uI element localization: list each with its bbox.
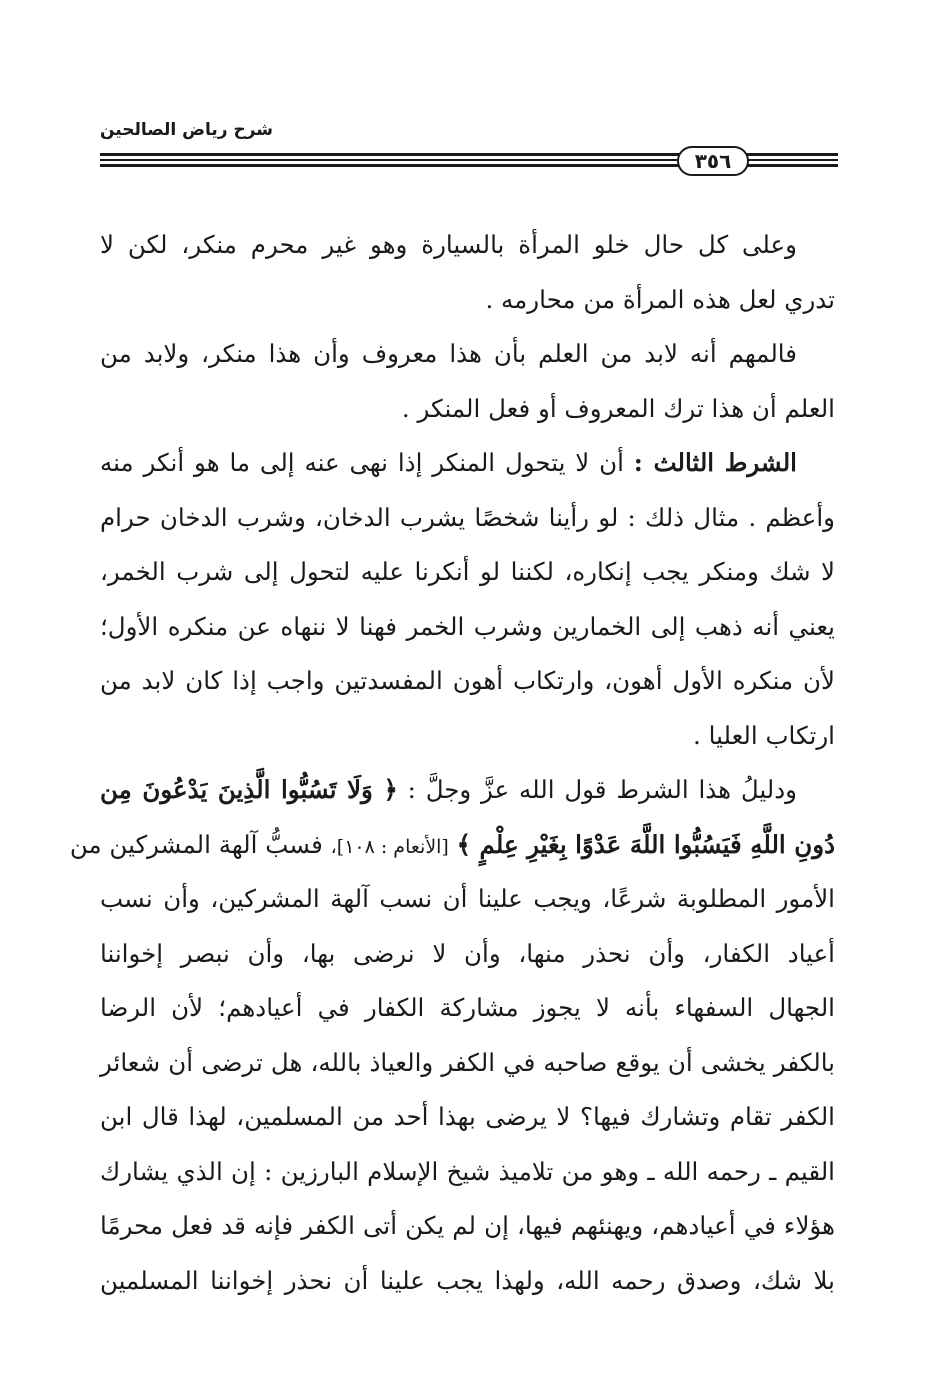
text-line (100, 600, 835, 655)
text-line (100, 1254, 835, 1309)
line-text: فسبُّ آلهة المشركين من (69, 829, 323, 859)
line-text: الكفر تقام وتشارك فيها؟ لا يرضى بهذا أحد من المسلمين، لهذا قال ابن (100, 1102, 835, 1131)
page-number: ٣٥٦ (677, 146, 749, 176)
text-line (100, 218, 835, 273)
line-text: العلم أن هذا ترك المعروف أو فعل المنكر . (401, 393, 835, 423)
text-line (100, 382, 835, 437)
line-text: أعياد الكفار، وأن نحذر منها، وأن لا نرضى بها، وأن نبصر إخواننا (100, 938, 835, 968)
line-text: هؤلاء في أعيادهم، ويهنئهم فيها، إن لم يكن أتى الكفر فإنه قد فعل محرمًا (100, 1211, 835, 1240)
text-line (100, 981, 835, 1036)
line-text: القيم ـ رحمه الله ـ وهو من تلاميذ شيخ الإسلام البارزين : إن الذي يشارك (100, 1156, 835, 1186)
text-line (100, 273, 835, 328)
line-text: ارتكاب العليا . (693, 720, 835, 750)
text-line (100, 654, 835, 709)
text-line (100, 545, 835, 600)
line-text: وأعظم . مثال ذلك : لو رأينا شخصًا يشرب الدخان، وشرب الدخان حرام (100, 502, 835, 532)
text-line (100, 1145, 835, 1200)
text-line (100, 491, 835, 546)
line-text: أن لا يتحول المنكر إذا نهى عنه إلى ما هو أنكر منه (100, 448, 624, 477)
line-text: الأمور المطلوبة شرعًا، ويجب علينا أن نسب آلهة المشركين، وأن نسب (100, 884, 835, 913)
line-text: بالكفر يخشى أن يوقع صاحبه في الكفر والعياذ بالله، هل ترضى أن شعائر (100, 1047, 835, 1077)
running-header-title: شرح رياض الصالحين (100, 120, 274, 140)
section-heading: الشرط الثالث : (633, 448, 797, 477)
text-line (100, 1199, 835, 1254)
text-line (100, 1036, 835, 1091)
text-line (100, 436, 835, 491)
text-line (100, 763, 835, 818)
quran-verse: ﴿ وَلَا تَسُبُّوا الَّذِينَ يَدْعُونَ مِن (100, 775, 398, 804)
text-line (100, 1090, 835, 1145)
line-text: بلا شك، وصدق رحمه الله، ولهذا يجب علينا أن نحذر إخواننا المسلمين (100, 1265, 835, 1295)
text-line (100, 327, 835, 382)
text-line (100, 709, 835, 764)
text-line (100, 927, 835, 982)
line-text: وعلى كل حال خلو المرأة بالسيارة وهو غير محرم منكر، لكن لا (100, 230, 797, 259)
line-text: لأن منكره الأول أهون، وارتكاب أهون المفسدتين واجب إذا كان لابد من (100, 666, 835, 695)
line-text: الجهال السفهاء بأنه لا يجوز مشاركة الكفار في أعيادهم؛ لأن الرضا (100, 993, 835, 1022)
line-text: ودليلُ هذا الشرط قول الله عزَّ وجلَّ : (407, 775, 798, 804)
line-text: لا شك ومنكر يجب إنكاره، لكننا لو أنكرنا عليه لتحول إلى شرب الخمر، (100, 557, 835, 586)
line-text: يعني أنه ذهب إلى الخمارين وشرب الخمر فهنا لا ننهاه عن منكره الأول؛ (100, 611, 835, 641)
text-line (100, 872, 835, 927)
line-text: فالمهم أنه لابد من العلم بأن هذا معروف وأن هذا منكر، ولابد من (100, 339, 797, 368)
verse-reference: [الأنعام : ١٠٨]، (330, 835, 449, 858)
quran-verse: دُونِ اللَّهِ فَيَسُبُّوا اللَّهَ عَدْوًا بِغَيْرِ عِلْمٍ ﴾ (456, 829, 835, 859)
text-line (69, 818, 835, 873)
body-text (69, 218, 835, 1308)
line-text: تدري لعل هذه المرأة من محارمه . (485, 284, 835, 314)
